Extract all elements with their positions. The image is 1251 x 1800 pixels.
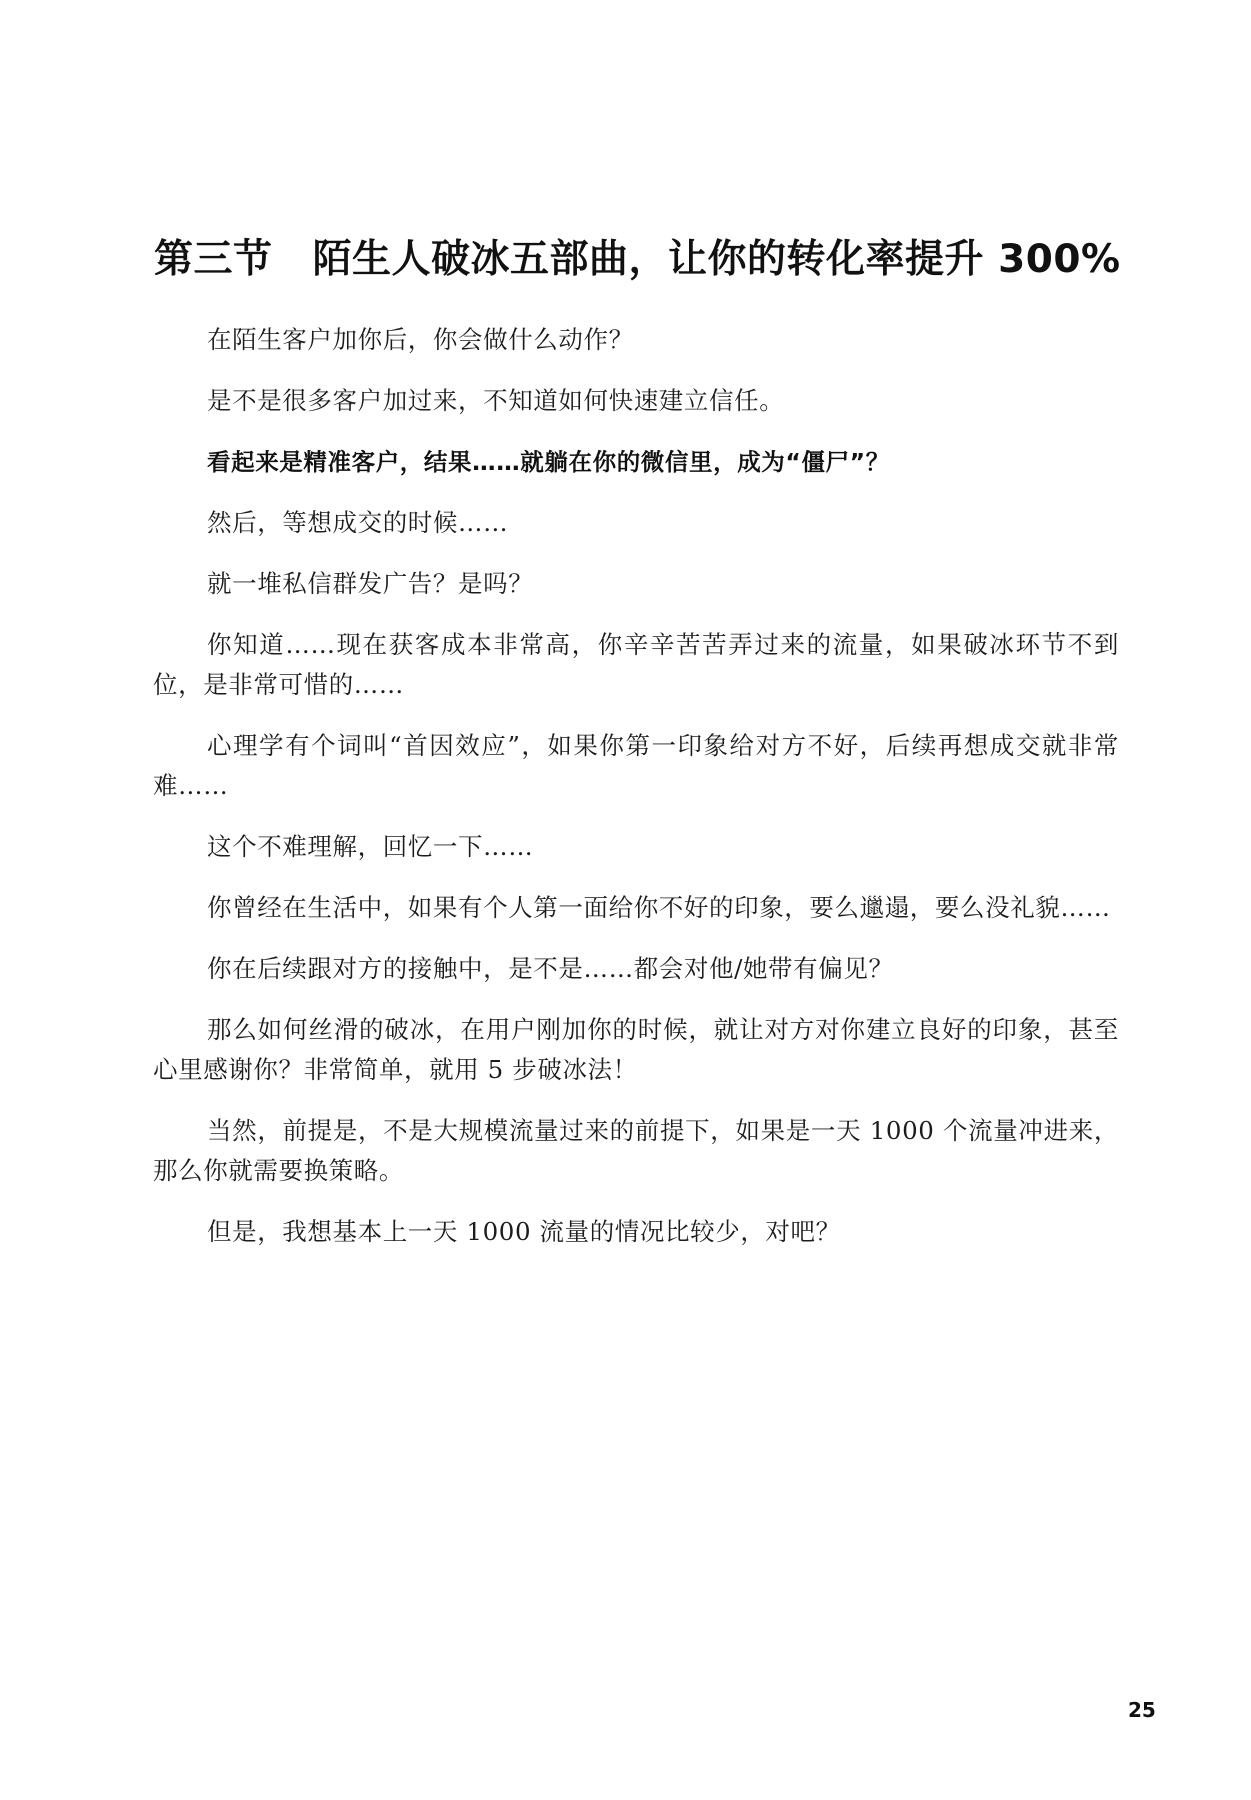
paragraph: 当然，前提是，不是大规模流量过来的前提下，如果是一天 1000 个流量冲进来，那么你就需要换策略。 <box>153 1116 1119 1185</box>
paragraph: 在陌生客户加你后，你会做什么动作？ <box>207 325 634 354</box>
body-text <box>153 320 1119 1252</box>
paragraph: 但是，我想基本上一天 1000 流量的情况比较少，对吧？ <box>207 1217 841 1246</box>
page-number: 25 <box>1128 1698 1156 1722</box>
paragraph: 这个不难理解，回忆一下…… <box>207 832 534 861</box>
paragraph: 然后，等想成交的时候…… <box>207 508 509 537</box>
paragraph: 心理学有个词叫“首因效应”，如果你第一印象给对方不好，后续再想成交就非常难…… <box>153 731 1119 800</box>
section-heading <box>154 232 1121 288</box>
paragraph: 你曾经在生活中，如果有个人第一面给你不好的印象，要么邋遢，要么没礼貌…… <box>207 893 1111 922</box>
section-title: 陌生人破冰五部曲，让你的转化率提升 300% <box>312 237 1121 282</box>
section-number: 第三节 <box>154 237 273 282</box>
paragraph: 你在后续跟对方的接触中，是不是……都会对他/她带有偏见？ <box>207 954 894 983</box>
paragraph: 你知道……现在获客成本非常高，你辛辛苦苦弄过来的流量，如果破冰环节不到位，是非常可惜的…… <box>153 630 1119 699</box>
paragraph: 那么如何丝滑的破冰，在用户刚加你的时候，就让对方对你建立良好的印象，甚至心里感谢你？非常简单，就用 5 步破冰法！ <box>153 1015 1119 1084</box>
paragraph-emphasis: 看起来是精准客户，结果……就躺在你的微信里，成为“僵尸”？ <box>207 448 890 476</box>
paragraph: 就一堆私信群发广告？是吗？ <box>207 569 534 598</box>
paragraph: 是不是很多客户加过来，不知道如何快速建立信任。 <box>207 386 785 415</box>
